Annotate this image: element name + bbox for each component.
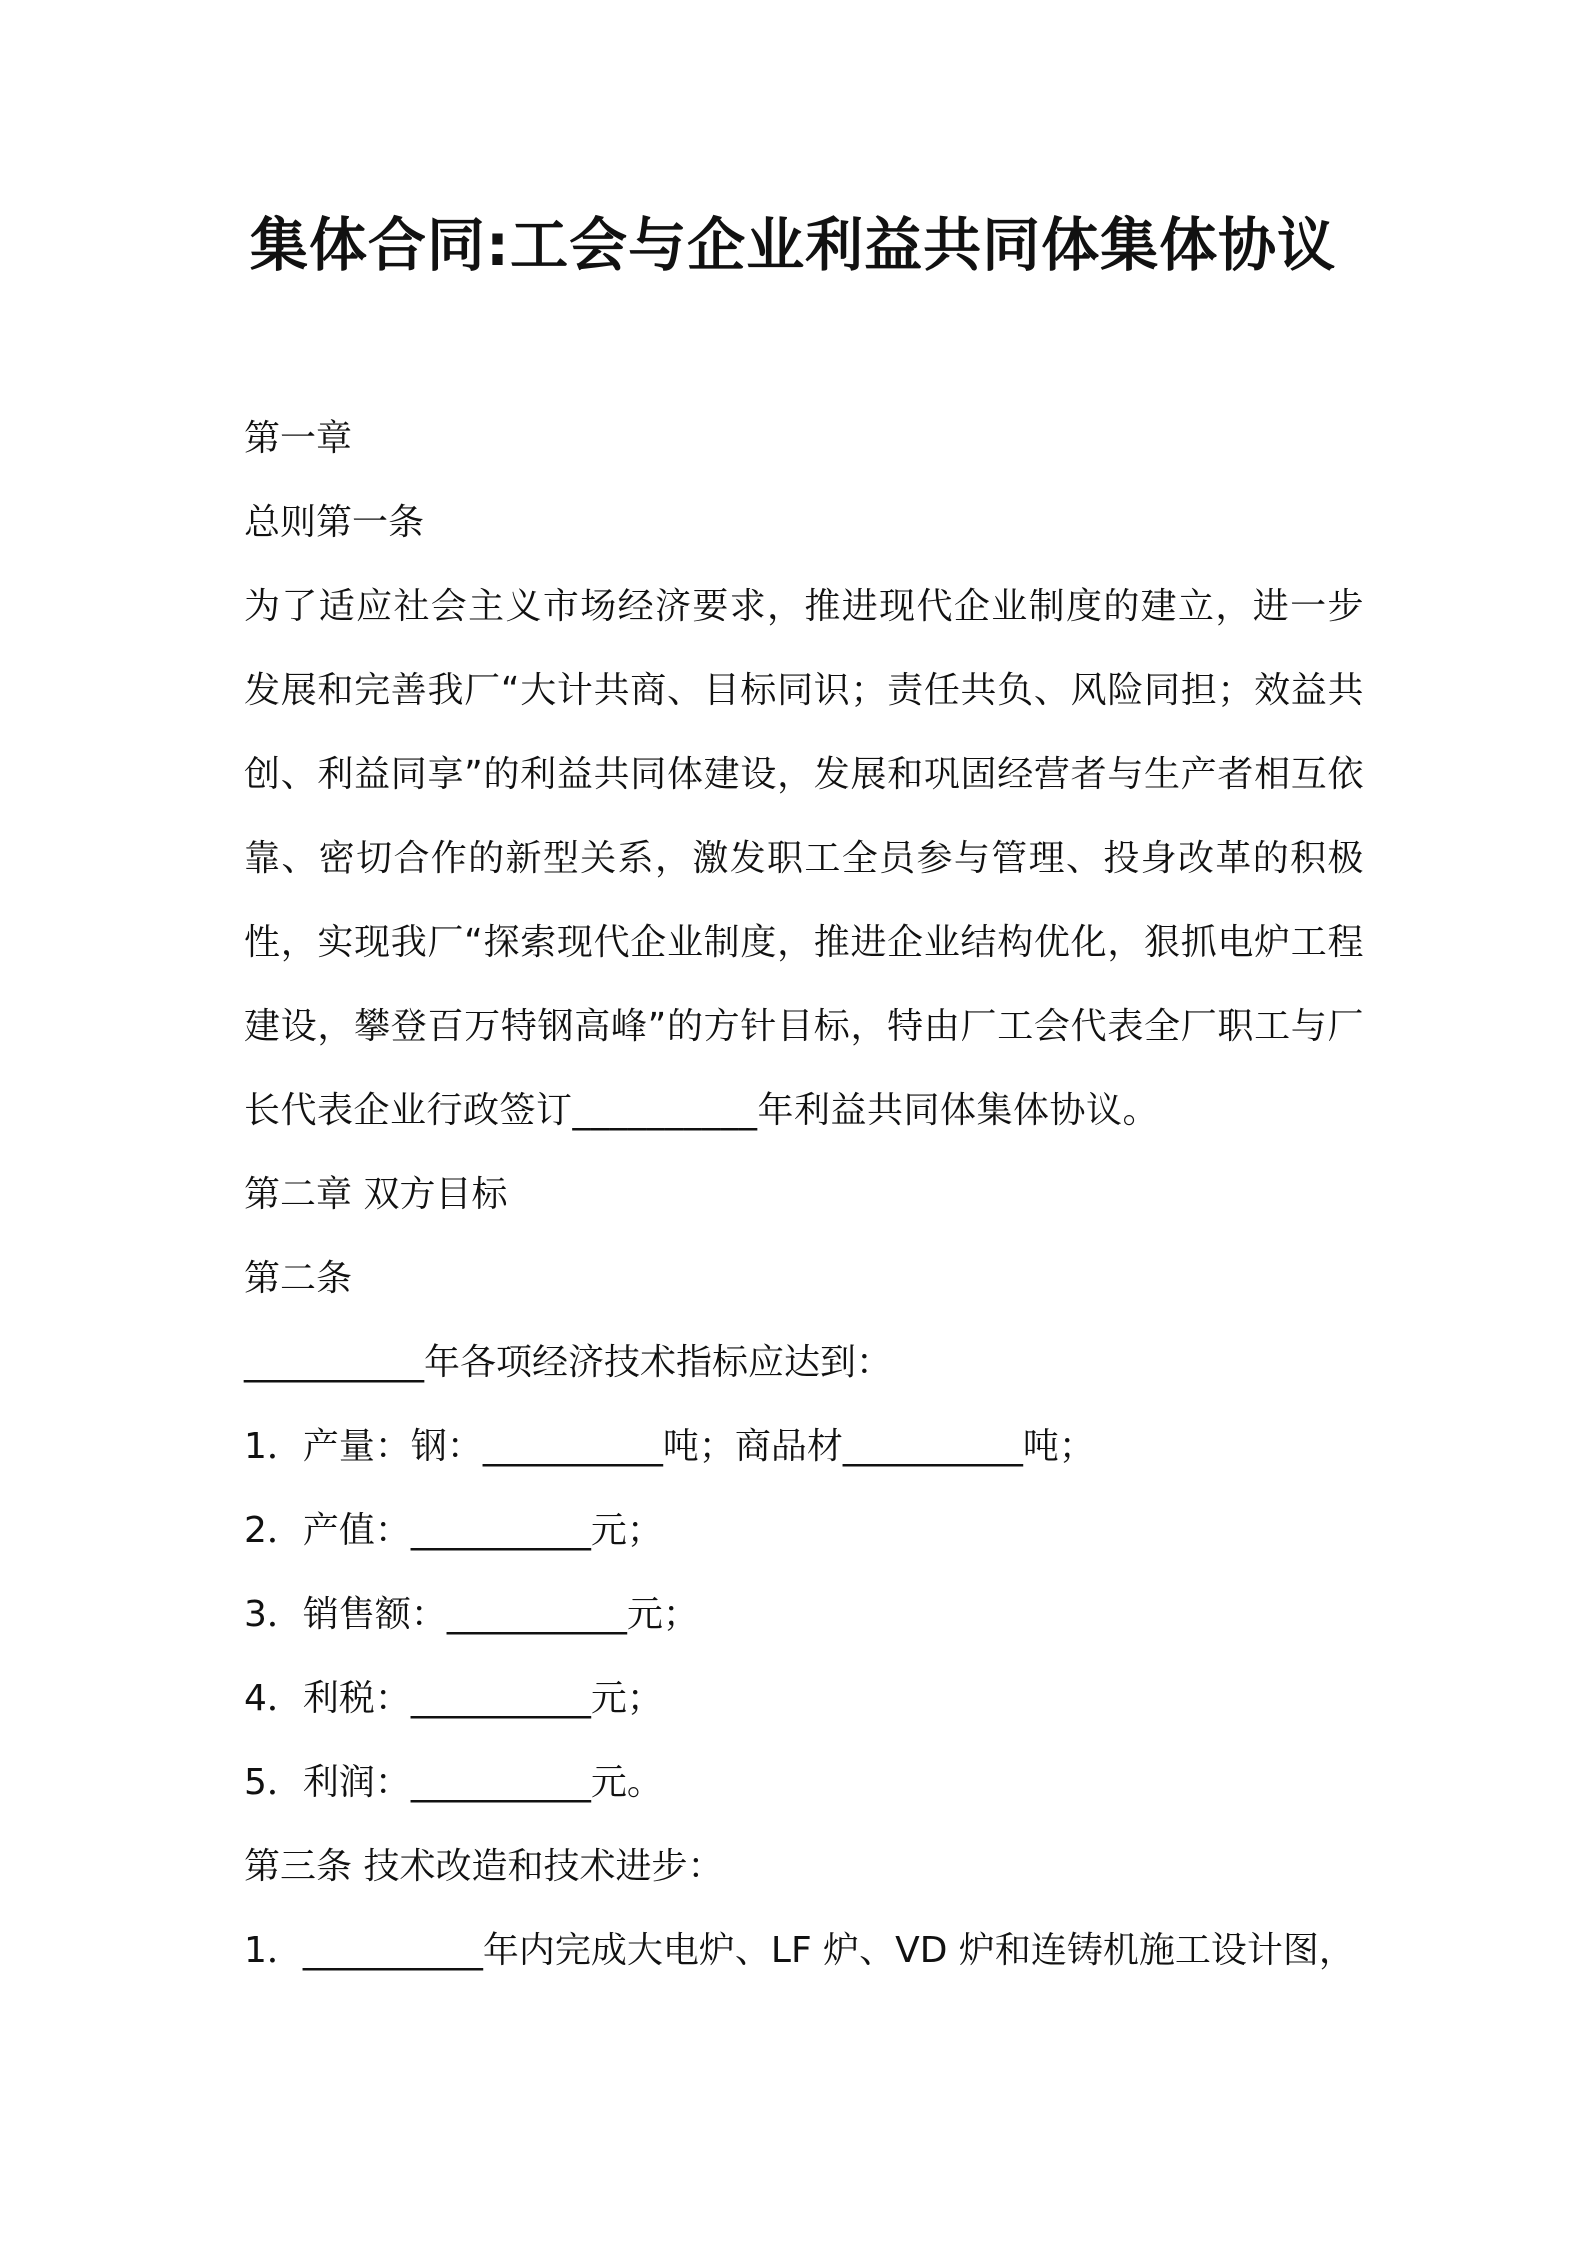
general-article-1: 总则第一条 xyxy=(244,502,425,543)
list-item: 3．销售额：__________元； xyxy=(244,1594,699,1635)
chapter-1-heading: 第一章 xyxy=(244,418,353,459)
chapter-2-heading: 第二章 双方目标 xyxy=(244,1174,508,1215)
list-item: 2．产值：__________元； xyxy=(244,1510,663,1551)
article-3-heading: 第三条 技术改造和技术进步： xyxy=(244,1846,724,1887)
paragraph-1: 为了适应社会主义市场经济要求，推进现代企业制度的建立，进一步发展和完善我厂“大计共商、目标同识；责任共负、风险同担；效益共创、利益同享”的利益共同体建设，发展和巩固经营者与生产者相互依靠、密切合作的新型关系，激发职工全员参与管理、投身改革的积极性，实现我厂“探索现代企业制度，推进企业结构优化，狠抓电炉工程建设，攀登百万特钢高峰”的方针目标，特由厂工会代表全厂职工与厂长代表企业行政签订__________年利益共同体集体协议。 xyxy=(244,586,1364,1131)
document-body xyxy=(244,397,1364,1993)
article-3-item-1: 1．__________年内完成大电炉、LF 炉、VD 炉和连铸机施工设计图， xyxy=(244,1930,1355,1971)
article-2-intro: __________年各项经济技术指标应达到： xyxy=(244,1342,893,1383)
article-2-heading: 第二条 xyxy=(244,1258,353,1299)
list-item: 1．产量：钢：__________吨；商品材__________吨； xyxy=(244,1426,1095,1467)
document-title: 集体合同:工会与企业利益共同体集体协议 xyxy=(249,211,1337,279)
list-item: 4．利税：__________元； xyxy=(244,1678,663,1719)
list-item: 5．利润：__________元。 xyxy=(244,1762,663,1803)
